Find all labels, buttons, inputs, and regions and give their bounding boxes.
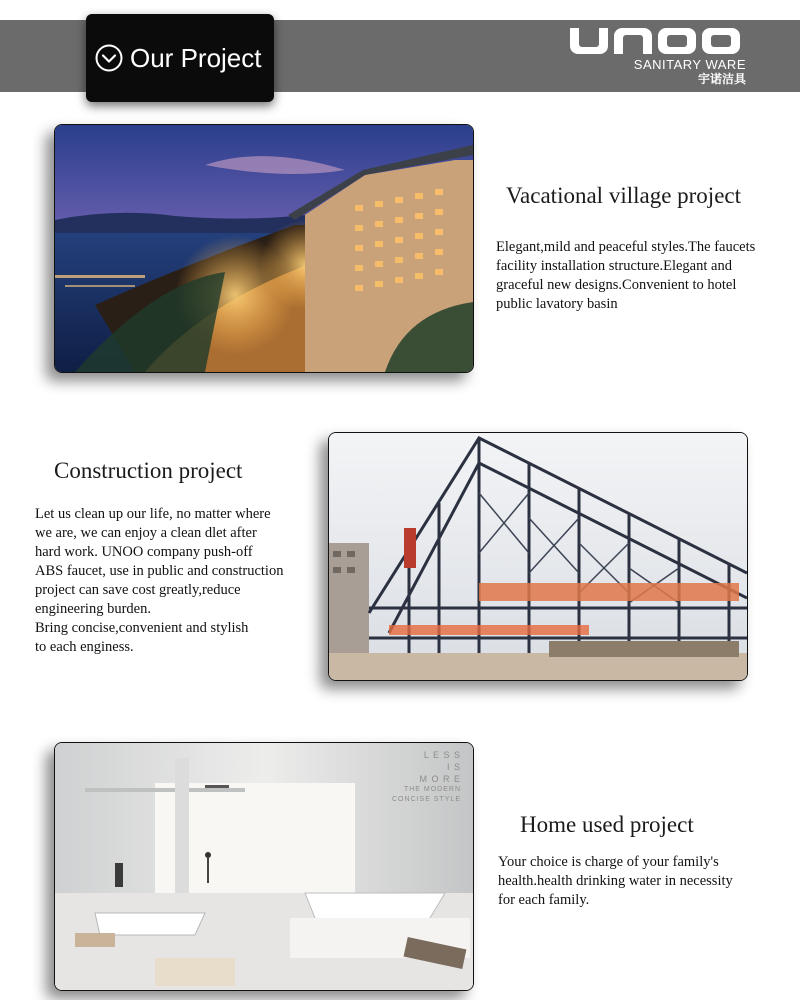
description-line: facility installation structure.Elegant and (496, 258, 732, 274)
project-title-construction: Construction project (54, 458, 243, 483)
description-line: engineering burden. (35, 601, 151, 617)
description-line: Elegant,mild and peaceful styles.The faucets (496, 239, 756, 255)
overlay-line: L E S S (423, 750, 461, 760)
overlay-line: CONCISE STYLE (391, 796, 461, 803)
tab-label: Our Project (130, 42, 262, 73)
brand-chinese-name: 宇诺洁具 (697, 72, 746, 86)
construction-photo (328, 432, 748, 681)
description-line: Let us clean up our life, no matter where (35, 506, 271, 522)
project-description-construction (35, 505, 283, 657)
home-bathroom-photo (54, 742, 474, 991)
description-line: Bring concise,convenient and stylish (35, 620, 249, 636)
description-line: Your choice is charge of your family's (498, 854, 719, 870)
brand-subtitle: SANITARY WARE (633, 57, 746, 72)
project-title-vacation: Vacational village project (506, 183, 742, 208)
description-line: ABS faucet, use in public and construction (35, 563, 284, 579)
project-description-home (498, 853, 733, 910)
description-line: for each family. (498, 892, 590, 908)
brand-logo (568, 26, 746, 56)
description-line: health.health drinking water in necessity (498, 873, 733, 889)
description-line: project can save cost greatly,reduce (35, 582, 241, 598)
description-line: we are, we can enjoy a clean dlet after (35, 525, 257, 541)
chevron-down-circle-icon (94, 43, 124, 73)
overlay-line: M O R E (419, 774, 461, 784)
project-description-vacation (496, 238, 755, 314)
description-line: to each enginess. (35, 639, 134, 655)
overlay-line: THE MODERN (403, 786, 461, 793)
description-line: hard work. UNOO company push-off (35, 544, 253, 560)
vacation-village-photo (54, 124, 474, 373)
description-line: public lavatory basin (496, 296, 618, 312)
project-title-home: Home used project (520, 812, 694, 837)
description-line: graceful new designs.Convenient to hotel (496, 277, 737, 293)
less-is-more-overlay (392, 749, 461, 805)
brand (566, 26, 746, 87)
our-project-tab[interactable] (86, 14, 274, 102)
overlay-line: I S (446, 762, 461, 772)
